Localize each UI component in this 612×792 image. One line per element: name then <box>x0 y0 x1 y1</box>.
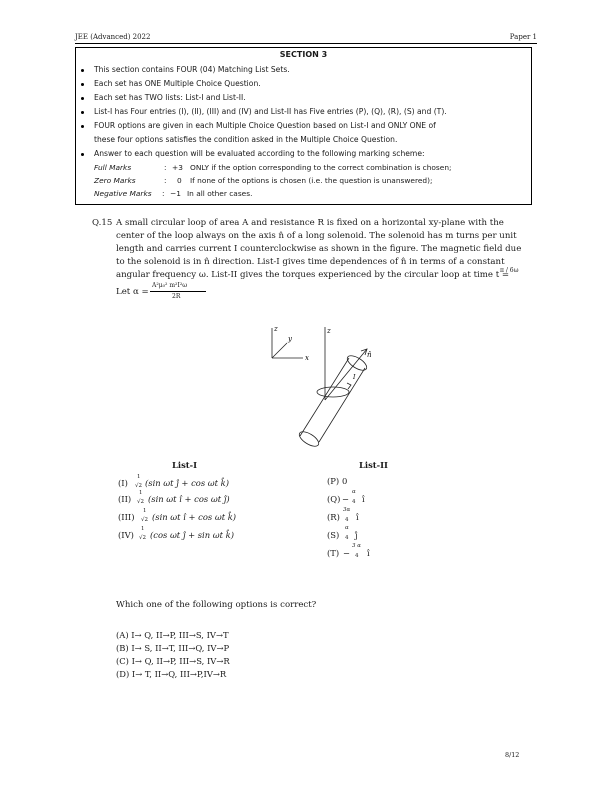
instruction-line: FOUR options are given in each Multiple Choice Question based on List-I and ONLY ONE of <box>94 121 436 130</box>
answer-option[interactable]: (C) I→ Q, II→P, III→S, IV→R <box>116 656 230 666</box>
list1-label: (III) <box>118 512 135 522</box>
alpha-denominator: 2R <box>172 293 181 300</box>
axis-label: y <box>288 335 292 343</box>
bullet-icon <box>81 97 84 100</box>
alpha-label: Let α = <box>116 287 149 297</box>
marking-sep: : <box>164 176 167 185</box>
axis-label: z <box>274 325 278 333</box>
question-line: length and carries current I counterclockwise as shown in the figure. The magnetic field due <box>116 244 522 254</box>
header-rule <box>75 43 537 44</box>
list2-label: (T) <box>327 548 340 558</box>
marking-value: 0 <box>177 176 182 185</box>
solenoid-figure <box>255 315 395 460</box>
list1-expr: (sin ωt î + cos ωt ĵ) <box>148 494 230 504</box>
exam-name: JEE (Advanced) 2022 <box>75 33 151 41</box>
list2-unit: î <box>362 494 365 504</box>
current-label: I <box>353 374 356 381</box>
list2-value: 0 <box>342 476 348 486</box>
list2-unit: ĵ <box>355 530 358 540</box>
frac-den: √2 <box>141 517 149 523</box>
marking-text: In all other cases. <box>187 189 253 198</box>
frac-den: √2 <box>139 535 147 541</box>
frac-num: 1 <box>139 490 143 496</box>
list2-sign: − <box>343 548 351 558</box>
axis-label: z <box>327 327 331 335</box>
list1-label: (IV) <box>118 530 134 540</box>
list1-label: (I) <box>118 478 128 488</box>
list2-label: (P) <box>327 476 340 486</box>
frac-num: 1 <box>143 508 147 514</box>
list1-expr: (sin ωt ĵ + cos ωt k̂) <box>145 478 229 488</box>
instruction-line: Each set has TWO lists: List-I and List-II. <box>94 93 246 102</box>
marking-label: Full Marks <box>94 163 132 172</box>
time-value: π / 6ω <box>500 267 519 274</box>
list2-label: (Q) <box>327 494 341 504</box>
question-line: A small circular loop of area A and resistance R is fixed on a horizontal xy-plane with the <box>116 218 504 228</box>
question-line: angular frequency ω. List-II gives the torques experienced by the circular loop at time t = <box>116 270 510 280</box>
bullet-icon <box>81 69 84 72</box>
question-line: to the solenoid is in n̂ direction. List-I gives time dependences of n̂ in terms of a constant <box>116 257 505 267</box>
list2-unit: î <box>367 548 370 558</box>
marking-value: +3 <box>172 163 183 172</box>
fraction-bar <box>150 291 206 292</box>
bullet-icon <box>81 153 84 156</box>
frac-num: 1 <box>141 526 145 532</box>
answer-option[interactable]: (B) I→ S, II→T, III→Q, IV→P <box>116 643 230 653</box>
list2-header: List-II <box>359 460 388 470</box>
instruction-line: Each set has ONE Multiple Choice Question. <box>94 79 261 88</box>
list2-label: (R) <box>327 512 340 522</box>
frac-num: 1 <box>137 474 141 480</box>
bullet-icon <box>81 111 84 114</box>
list1-expr: (cos ωt ĵ + sin ωt k̂) <box>150 530 234 540</box>
answer-option[interactable]: (A) I→ Q, II→P, III→S, IV→T <box>116 630 229 640</box>
marking-sep: : <box>162 189 165 198</box>
bullet-icon <box>81 125 84 128</box>
bullet-icon <box>81 83 84 86</box>
frac-den: 4 <box>345 517 349 523</box>
answer-option[interactable]: (D) I→ T, II→Q, III→P,IV→R <box>116 669 227 679</box>
marking-label: Negative Marks <box>94 189 152 198</box>
frac-den: √2 <box>137 499 145 505</box>
list2-label: (S) <box>327 530 340 540</box>
instruction-line: these four options satisfies the condition asked in the Multiple Choice Question. <box>94 135 398 144</box>
frac-num: α <box>352 489 356 495</box>
frac-den: 4 <box>352 499 356 505</box>
instructions-box <box>75 47 532 205</box>
frac-num: 3α <box>343 507 351 513</box>
page-number: 8/12 <box>505 751 520 759</box>
instruction-line: Answer to each question will be evaluated according to the following marking scheme: <box>94 149 425 158</box>
list2-sign: − <box>342 494 350 504</box>
axis-label: x <box>305 354 309 362</box>
frac-den: 4 <box>355 553 359 559</box>
instruction-line: List-I has Four entries (I), (II), (III) and (IV) and List-II has Five entries (P), (Q), (R), (S) and (T). <box>94 107 447 116</box>
marking-value: −1 <box>170 189 181 198</box>
marking-text: If none of the options is chosen (i.e. the question is unanswered); <box>190 176 433 185</box>
marking-text: ONLY if the option corresponding to the correct combination is chosen; <box>190 163 452 172</box>
list1-label: (II) <box>118 494 132 504</box>
frac-den: √2 <box>135 483 143 489</box>
frac-den: 4 <box>345 535 349 541</box>
list1-header: List-I <box>172 460 198 470</box>
options-prompt: Which one of the following options is correct? <box>116 600 317 610</box>
list1-expr: (sin ωt î + cos ωt k̂) <box>152 512 237 522</box>
section-title: SECTION 3 <box>279 50 328 59</box>
question-line: center of the loop always on the axis n̂ of a long solenoid. The solenoid has m turns per unit <box>116 231 517 241</box>
frac-num: 3 α <box>352 543 361 549</box>
paper-label: Paper 1 <box>509 33 537 41</box>
alpha-numerator: A²μ₀² m²I²ω <box>152 282 188 289</box>
question-number: Q.15 <box>92 218 113 228</box>
normal-vector-label: n̂ <box>367 351 372 359</box>
marking-sep: : <box>164 163 167 172</box>
instruction-line: This section contains FOUR (04) Matching List Sets. <box>94 65 290 74</box>
frac-num: α <box>345 525 349 531</box>
list2-unit: î <box>356 512 359 522</box>
marking-label: Zero Marks <box>94 176 136 185</box>
